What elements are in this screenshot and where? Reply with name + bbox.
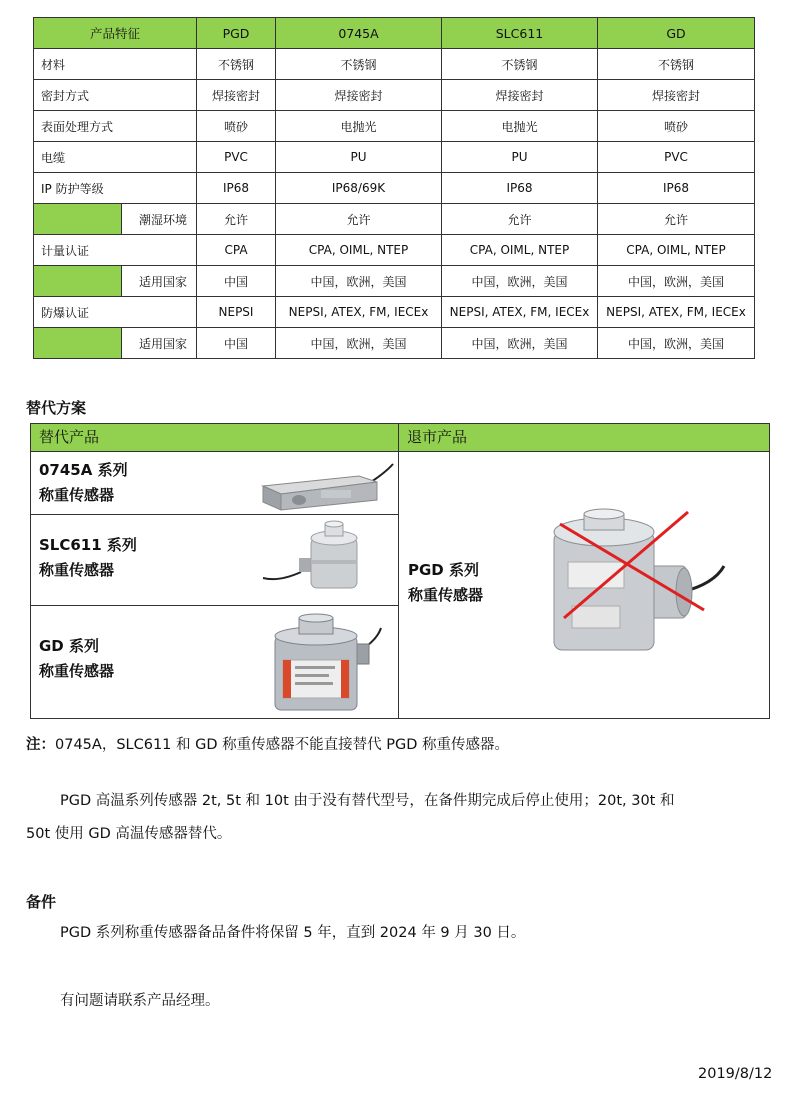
paragraph-line-1: PGD 高温系列传感器 2t, 5t 和 10t 由于没有替代型号，在备件期完成后停止使用；20t, 30t 和 bbox=[60, 793, 675, 809]
spec-header-row bbox=[34, 18, 755, 49]
alternatives-table bbox=[30, 423, 770, 719]
spare-parts-heading: 备件 bbox=[26, 893, 57, 911]
spec-value-cell: 焊接密封 bbox=[276, 80, 442, 111]
spec-sub-label: 适用国家 bbox=[122, 328, 197, 359]
spec-row-label: 材料 bbox=[34, 49, 197, 80]
spec-indent-cell bbox=[34, 328, 122, 359]
spec-value-cell: 允许 bbox=[598, 204, 755, 235]
spec-value-cell: 不锈钢 bbox=[276, 49, 442, 80]
spec-row bbox=[34, 49, 755, 80]
spec-row-label: 表面处理方式 bbox=[34, 111, 197, 142]
spec-indent-cell bbox=[34, 204, 122, 235]
spec-value-cell: 不锈钢 bbox=[442, 49, 598, 80]
header-model: GD bbox=[598, 18, 755, 49]
spec-row-label: 密封方式 bbox=[34, 80, 197, 111]
spec-row bbox=[34, 235, 755, 266]
spec-row bbox=[34, 204, 755, 235]
document-date: 2019/8/12 bbox=[698, 1066, 773, 1082]
header-model: PGD bbox=[197, 18, 276, 49]
spec-row bbox=[34, 297, 755, 328]
spec-value-cell: PU bbox=[442, 142, 598, 173]
gd-sensor-image bbox=[269, 610, 387, 714]
header-feature: 产品特征 bbox=[34, 18, 197, 49]
spec-value-cell: 允许 bbox=[197, 204, 276, 235]
spec-value-cell: PVC bbox=[197, 142, 276, 173]
retired-pgd-label: PGD 系列 称重传感器 bbox=[408, 561, 484, 604]
spec-sub-label: 适用国家 bbox=[122, 266, 197, 297]
spec-value-cell: 中国，欧洲，美国 bbox=[442, 266, 598, 297]
spec-value-cell: 中国，欧洲，美国 bbox=[598, 266, 755, 297]
contact-text: 有问题请联系产品经理。 bbox=[60, 993, 220, 1009]
spec-value-cell: 中国，欧洲，美国 bbox=[598, 328, 755, 359]
spec-value-cell: 焊接密封 bbox=[442, 80, 598, 111]
row-divider bbox=[31, 605, 398, 606]
spec-value-cell: IP68 bbox=[197, 173, 276, 204]
spec-row-label: 电缆 bbox=[34, 142, 197, 173]
spec-row-label: IP 防护等级 bbox=[34, 173, 197, 204]
spec-value-cell: NEPSI, ATEX, FM, IECEx bbox=[276, 297, 442, 328]
note-text: 0745A，SLC611 和 GD 称重传感器不能直接替代 PGD 称重传感器。 bbox=[55, 737, 509, 753]
spec-row bbox=[34, 328, 755, 359]
product-0745a-label: 0745A 系列 称重传感器 bbox=[39, 461, 128, 504]
product-gd-label: GD 系列 称重传感器 bbox=[39, 637, 115, 680]
header-model: SLC611 bbox=[442, 18, 598, 49]
spec-row bbox=[34, 142, 755, 173]
spec-value-cell: 不锈钢 bbox=[598, 49, 755, 80]
spec-value-cell: NEPSI bbox=[197, 297, 276, 328]
spec-value-cell: CPA bbox=[197, 235, 276, 266]
spec-value-cell: PVC bbox=[598, 142, 755, 173]
header-model: 0745A bbox=[276, 18, 442, 49]
spec-value-cell: 不锈钢 bbox=[197, 49, 276, 80]
spec-value-cell: 中国 bbox=[197, 328, 276, 359]
spec-row-label: 防爆认证 bbox=[34, 297, 197, 328]
spec-value-cell: 中国，欧洲，美国 bbox=[442, 328, 598, 359]
retired-column-header: 退市产品 bbox=[399, 424, 769, 452]
spec-value-cell: 允许 bbox=[442, 204, 598, 235]
red-cross-mark bbox=[524, 506, 744, 656]
spec-value-cell: 中国，欧洲，美国 bbox=[276, 266, 442, 297]
spec-row bbox=[34, 80, 755, 111]
spec-value-cell: 喷砂 bbox=[598, 111, 755, 142]
spec-value-cell: 电抛光 bbox=[442, 111, 598, 142]
spec-value-cell: PU bbox=[276, 142, 442, 173]
row-divider bbox=[31, 514, 398, 515]
spec-indent-cell bbox=[34, 266, 122, 297]
replacement-column-header: 替代产品 bbox=[31, 424, 398, 452]
spec-value-cell: 中国 bbox=[197, 266, 276, 297]
note-label: 注： bbox=[26, 737, 55, 753]
spec-value-cell: CPA, OIML, NTEP bbox=[598, 235, 755, 266]
spec-row bbox=[34, 266, 755, 297]
spec-value-cell: CPA, OIML, NTEP bbox=[442, 235, 598, 266]
column-divider bbox=[398, 424, 399, 718]
spec-sub-label: 潮湿环境 bbox=[122, 204, 197, 235]
spec-value-cell: 喷砂 bbox=[197, 111, 276, 142]
alternatives-heading: 替代方案 bbox=[26, 399, 87, 417]
spec-value-cell: 中国，欧洲，美国 bbox=[276, 328, 442, 359]
spec-value-cell: 允许 bbox=[276, 204, 442, 235]
spec-value-cell: NEPSI, ATEX, FM, IECEx bbox=[598, 297, 755, 328]
spec-table bbox=[33, 17, 755, 359]
spec-value-cell: NEPSI, ATEX, FM, IECEx bbox=[442, 297, 598, 328]
spec-value-cell: IP68/69K bbox=[276, 173, 442, 204]
spec-value-cell: CPA, OIML, NTEP bbox=[276, 235, 442, 266]
note-line bbox=[26, 733, 509, 754]
spec-value-cell: IP68 bbox=[442, 173, 598, 204]
spec-value-cell: IP68 bbox=[598, 173, 755, 204]
spec-value-cell: 焊接密封 bbox=[598, 80, 755, 111]
slc611-sensor-image bbox=[259, 520, 379, 602]
spec-row-label: 计量认证 bbox=[34, 235, 197, 266]
beam-sensor-image bbox=[251, 462, 396, 512]
product-slc611-label: SLC611 系列 称重传感器 bbox=[39, 536, 137, 579]
spec-row bbox=[34, 111, 755, 142]
spec-row bbox=[34, 173, 755, 204]
spec-value-cell: 焊接密封 bbox=[197, 80, 276, 111]
paragraph-line-2: 50t 使用 GD 高温传感器替代。 bbox=[26, 826, 232, 842]
spec-value-cell: 电抛光 bbox=[276, 111, 442, 142]
spare-parts-text: PGD 系列称重传感器备品备件将保留 5 年，直到 2024 年 9 月 30 日。 bbox=[60, 925, 526, 941]
